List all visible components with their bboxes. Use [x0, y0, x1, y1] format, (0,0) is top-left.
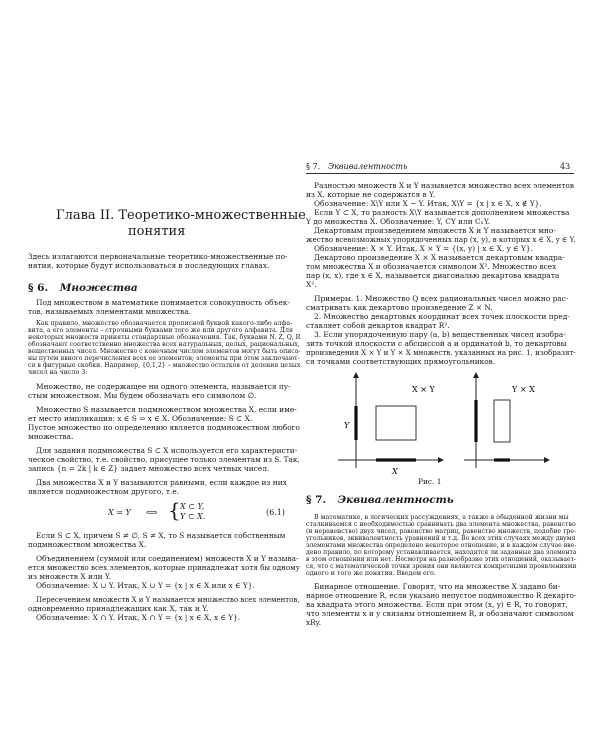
paragraph-line: Если Y ⊂ X, то разность X\Y называется дополнением множества: [314, 208, 570, 217]
intro-line: Здесь излагаются первоначальные теоретико-множественные по-: [28, 252, 288, 261]
paragraph-line: жество всевозможных упорядоченных пар (x, y), в которых x ∈ X, y ∈ Y.: [306, 235, 576, 244]
paragraph-line: Примеры. 1. Множество Q всех рациональных чисел можно рас-: [314, 294, 569, 303]
paragraph-line: стым множеством. Мы будем обозначать его символом ∅.: [28, 391, 257, 400]
paragraph-line: 3. Если упорядоченную пару (a, b) вещественных чисел изобра-: [314, 330, 566, 339]
paragraph-line: том множества X и обозначается символом X². Множество всех: [306, 262, 557, 271]
chapter-title-line-1: Глава II. Теоретико-множественные: [56, 208, 306, 223]
paragraph-line: Пустое множество по определению является подмножеством любого: [28, 423, 300, 432]
page-number: 43: [560, 162, 571, 171]
paragraph-line: ставляет собой декартов квадрат R².: [306, 321, 450, 330]
paragraph-line: тов, называемых элементами множества.: [28, 307, 191, 316]
small-text-line: чисел на число 3.: [28, 369, 88, 376]
paragraph-line: запись {n = 2k | k ∈ Z} задает множество всех четных чисел.: [28, 464, 270, 473]
formula-bottom: Y ⊂ X.: [180, 512, 206, 521]
small-text-line: сталкиваемся с необходимостью сравнивать два элемента множества, равенство: [306, 521, 576, 528]
paragraph-line: Обозначение: X\Y или X − Y. Итак, X\Y = {x | x ∈ X, x ∉ Y}.: [314, 199, 542, 208]
fig-label-xy: X × Y: [412, 385, 435, 394]
paragraph-line: что элементы x и y связаны отношением R, и обозначают символом: [306, 609, 574, 618]
fig-label-y: Y: [344, 421, 350, 430]
paragraph-line: Объединением (суммой или соединением) множеств X и Y называ-: [36, 554, 299, 563]
small-text-line: В математике, в логических рассуждениях, а также в обыденной жизни мы: [314, 514, 569, 521]
paragraph-line: xRy.: [306, 618, 322, 627]
paragraph-line: является подмножеством другого, т.е.: [28, 487, 180, 496]
section-6-title: Множества: [59, 282, 138, 294]
paragraph-line: ется множество всех элементов, которые принадлежат хотя бы одному: [28, 563, 300, 572]
small-text-line: вита, а его элементы – строчными буквами того же или другого алфавита. Для: [28, 327, 293, 334]
figure-caption: Рис. 1: [418, 477, 442, 486]
small-text-line: в этом отношении или нет. Несмотря на разнообразие этих отношений, оказывает-: [306, 556, 576, 563]
section-6-heading: [28, 282, 138, 294]
small-text-line: одного и того же понятия. Введем его.: [306, 570, 436, 577]
paragraph-line: пар (x, x), где x ∈ X, называется диагональю декартова квадрата: [306, 271, 560, 280]
running-header-title: Эквивалентность: [328, 162, 408, 171]
small-text-line: ны путем явного перечисления всех ее элементов; элементы при этом заключают-: [28, 355, 300, 362]
paragraph-line: из множеств X или Y.: [28, 572, 112, 581]
paragraph-line: ет место импликация: x ∈ S ⇒ x ∈ X. Обозначение: S ⊂ X.: [28, 414, 253, 423]
small-text-line: вещественных чисел. Множество с конечным числом элементов могут быть описа-: [28, 348, 301, 355]
paragraph-line: Декартовым произведением множеств X и Y называется мно-: [314, 226, 556, 235]
small-text-line: (и неравенство) двух чисел, равенство матриц, равенство множеств, подобие тре-: [306, 528, 577, 535]
formula-iff: ⟺: [146, 508, 158, 517]
fig-yx-rectangle: [494, 400, 510, 442]
paragraph-line: множества.: [28, 432, 74, 441]
intro-line: нятия, которые будут использоваться в последующих главах.: [28, 261, 270, 270]
paragraph-line: из X, которые не содержатся в Y.: [306, 190, 436, 199]
paragraph-line: Под множеством в математике понимается совокупность объек-: [36, 298, 290, 307]
paragraph-line: Декартово произведение X × X называется декартовым квадра-: [314, 253, 565, 262]
paragraph-line: Обозначение: X ∩ Y. Итак, X ∩ Y = {x | x ∈ X, x ∈ Y}.: [36, 613, 241, 622]
chapter-title-line-2: понятия: [128, 224, 186, 239]
paragraph-line: произведения X × Y и Y × X множеств, указанных на рис. 1, изобразят-: [306, 348, 576, 357]
fig-left-x-arrow-icon: [438, 457, 444, 463]
header-rule: [306, 173, 574, 174]
paragraph-line: X².: [306, 280, 317, 289]
fig-xy-rectangle: [376, 406, 416, 440]
section-7-title: Эквивалентность: [337, 494, 454, 506]
fig-right-x-arrow-icon: [544, 457, 550, 463]
fig-label-x: X: [392, 467, 398, 476]
paragraph-line: Обозначение: X ∪ Y. Итак, X ∪ Y = {x | x ∈ X или x ∈ Y}.: [36, 581, 255, 590]
small-text-line: Как правило, множество обозначается прописной буквой какого-либо алфа-: [36, 320, 293, 327]
paragraph-line: ся точками соответствующих прямоугольников.: [306, 357, 496, 366]
paragraph-line: Бинарное отношение. Говорят, что на множестве X задано би-: [314, 582, 561, 591]
small-text-line: ся в фигурные скобки. Например, {0,1,2} – множество остатков от деления целых: [28, 362, 301, 369]
paragraph-line: зить точкой плоскости с абсциссой a и ординатой b, то декартовы: [306, 339, 567, 348]
paragraph-line: Множество S называется подмножеством множества X, если име-: [36, 405, 297, 414]
figure-1: [326, 370, 556, 480]
small-text-line: обозначают соответственно множества всех натуральных, целых, рациональных,: [28, 341, 300, 348]
paragraph-line: подмножеством множества X.: [28, 540, 147, 549]
paragraph-line: сматривать как декартово произведение Z × N.: [306, 303, 493, 312]
paragraph-line: Y до множества X. Обозначение: Y, CY или CₓY.: [306, 217, 491, 226]
section-6-number: § 6.: [28, 282, 49, 294]
running-header-section: § 7.: [306, 162, 321, 171]
paragraph-line: ческое свойство, т.е. свойство, присущее только элементам из S. Так,: [28, 455, 300, 464]
formula-brace: {: [168, 498, 181, 522]
fig-left-y-arrow-icon: [353, 372, 359, 378]
small-text-line: угольников, эквивалентность уравнений и т.д. Во всех этих случаях между двумя: [306, 535, 576, 542]
formula-top: X ⊂ Y,: [180, 502, 205, 511]
small-text-line: дено правило, по которому устанавливается, находятся ли заданные два элемента: [306, 549, 577, 556]
small-text-line: некоторых множеств приняты стандартные обозначения. Так, буквами N, Z, Q, R: [28, 334, 301, 341]
paragraph-line: Множество, не содержащее ни одного элемента, называется пу-: [36, 382, 291, 391]
paragraph-line: Пересечением множеств X и Y называется множество всех элементов,: [36, 595, 300, 604]
formula-lhs: X = Y: [108, 508, 131, 517]
paragraph-line: Разностью множеств X и Y называется множество всех элементов: [314, 181, 575, 190]
paragraph-line: одновременно принадлежащих как X, так и Y.: [28, 604, 209, 613]
paragraph-line: Для задания подмножества S ⊂ X используется его характеристи-: [36, 446, 298, 455]
small-text-line: ся, что с математической точки зрения они являются конкретными проявлениями: [306, 563, 577, 570]
paragraph-line: Обозначение: X × Y. Итак, X × Y = {(x, y) | x ∈ X, y ∈ Y}.: [314, 244, 533, 253]
paragraph-line: 2. Множество декартовых координат всех точек плоскости пред-: [314, 312, 570, 321]
fig-label-yx: Y × X: [512, 385, 535, 394]
paragraph-line: Если S ⊂ X, причем S ≠ ∅, S ≠ X, то S называется собственным: [36, 531, 286, 540]
fig-right-y-arrow-icon: [473, 372, 479, 378]
formula-number: (6.1): [266, 508, 285, 517]
section-7-heading: [306, 494, 454, 506]
small-text-line: элементами множества определено некоторое отношение, и в каждом случае вве-: [306, 542, 577, 549]
paragraph-line: нарное отношение R, если указано непустое подмножество R декарто-: [306, 591, 577, 600]
paragraph-line: Два множества X и Y называются равными, если каждое из них: [36, 478, 287, 487]
paragraph-line: ва квадрата этого множества. Если при этом (x, y) ∈ R, то говорят,: [306, 600, 568, 609]
section-7-number: § 7.: [306, 494, 327, 506]
